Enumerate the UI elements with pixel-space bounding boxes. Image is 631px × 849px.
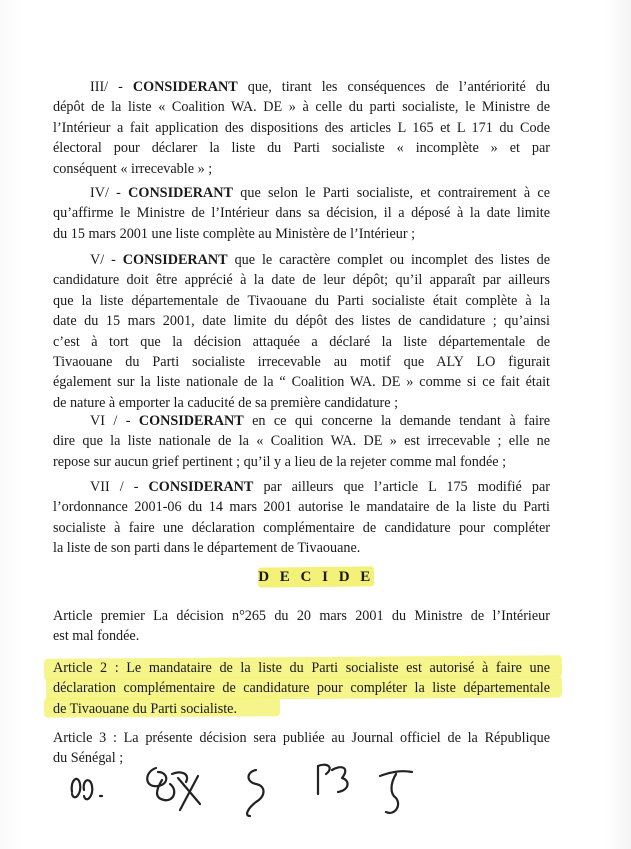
considerant-paragraph-6 [53,411,550,472]
considerant-paragraph-7 [53,477,550,559]
paragraph-text: en ce qui concerne la demande tendant à faire [243,413,551,429]
signature-initial-3 [247,770,263,816]
paragraph-text: par ailleurs que l’article L 175 modifié par [253,479,550,495]
paragraph-line: socialiste à faire une déclaration complémentaire de candidature pour compléter [53,519,550,536]
considerant-keyword: CONSIDERANT [148,479,254,495]
article-line: déclaration complémentaire de candidature pour compléter la liste départementale [53,680,550,697]
paragraph-line: électoral pour déclarer la liste du Parti socialiste « incomplète » et par [53,140,550,157]
paragraph-line: Tivaouane du Parti socialiste irrecevable au motif que ALY LO figurait [53,354,550,371]
decide-heading [258,565,374,589]
article-line: Article 3 : La présente décision sera publiée au Journal officiel de la République [53,730,550,746]
article-1 [53,606,550,647]
paragraph-line: repose sur aucun grief pertinent ; qu’il y a lieu de la rejeter comme mal fondée ; [53,453,507,470]
paragraph-first-line [53,477,550,497]
paragraph-first-line [53,250,550,270]
considerant-paragraph-3 [53,77,550,179]
paragraph-line: de nature à emporter la caducité de sa première candidature ; [53,394,399,411]
paragraph-first-line [53,411,550,431]
paragraph-text: que, tirant les conséquences de l’antériorité du [237,79,550,95]
paragraph-numeral: III/ - [90,79,123,95]
article-line: Article premier La décision n°265 du 20 mars 2001 du Ministre de l’Intérieur [53,608,550,624]
paragraph-numeral: V/ - [90,252,116,268]
paragraph-line: candidature doit être apprécié à la date de leur dépôt; qu’il apparaît par ailleurs [53,272,550,289]
article-line: du Sénégal ; [53,750,124,767]
article-line: Article 2 : Le mandataire de la liste du Parti socialiste est autorisé à faire une [53,660,550,676]
paragraph-line: la liste de son parti dans le département de Tivaouane. [53,540,361,557]
paragraph-first-line [53,183,550,203]
paragraph-line: du 15 mars 2001 une liste complète au Ministère de l’Intérieur ; [53,225,416,242]
paragraph-line: dépôt de la liste « Coalition WA. DE » à celle du parti socialiste, le Ministre de [53,99,550,116]
considerant-paragraph-5 [53,250,550,413]
paragraph-line: dire que la liste nationale de la « Coalition WA. DE » est irrecevable ; elle ne [53,433,550,450]
decide-label: D E C I D E [258,569,374,585]
paragraph-first-line [53,77,550,97]
paragraph-line: l’Intérieur a fait application des dispositions des articles L 165 et L 171 du Code [53,119,550,136]
paragraph-line: qu’affirme le Ministre de l’Intérieur dans sa décision, il a déposé à la date limite [53,205,550,222]
signature-initial-1 [72,779,102,799]
paragraph-text: que selon le Parti socialiste, et contrairement à ce [233,185,551,201]
article-line: de Tivaouane du Parti socialiste. [53,700,238,717]
paragraph-line: date du 15 mars 2001, date limite du dépôt des listes de candidature ; qu’ainsi [53,313,550,330]
considerant-keyword: CONSIDERANT [122,252,228,268]
paragraph-numeral: VI / - [90,413,131,429]
article-line: est mal fondée. [53,628,140,645]
signature-initial-2 [147,768,200,810]
paragraph-line: l’ordonnance 2001-06 du 14 mars 2001 autorise le mandataire de la liste du Parti [53,499,550,516]
paragraph-line: que la liste départementale de Tivaouane du Parti socialiste était complète à la [53,292,550,309]
paragraph-numeral: VII / - [90,479,139,495]
paragraph-line: c’est à tort que la décision attaquée a déclaré la liste départementale de [53,333,550,350]
paragraph-line: conséquent « irrecevable » ; [53,160,213,177]
considerant-keyword: CONSIDERANT [138,413,244,429]
paragraph-line: également sur la liste nationale de la “ Coalition WA. DE » comme si ce fait était [53,374,550,391]
considerant-paragraph-4 [53,183,550,244]
paragraph-numeral: IV/ - [90,185,121,201]
signature-initial-4 [318,765,348,794]
signature-initial-5 [380,771,412,813]
considerant-keyword: CONSIDERANT [132,79,238,95]
article-2 [53,658,550,719]
paragraph-text: que le caractère complet ou incomplet des listes de [227,252,550,268]
considerant-keyword: CONSIDERANT [128,185,234,201]
handwritten-signatures [60,750,460,820]
